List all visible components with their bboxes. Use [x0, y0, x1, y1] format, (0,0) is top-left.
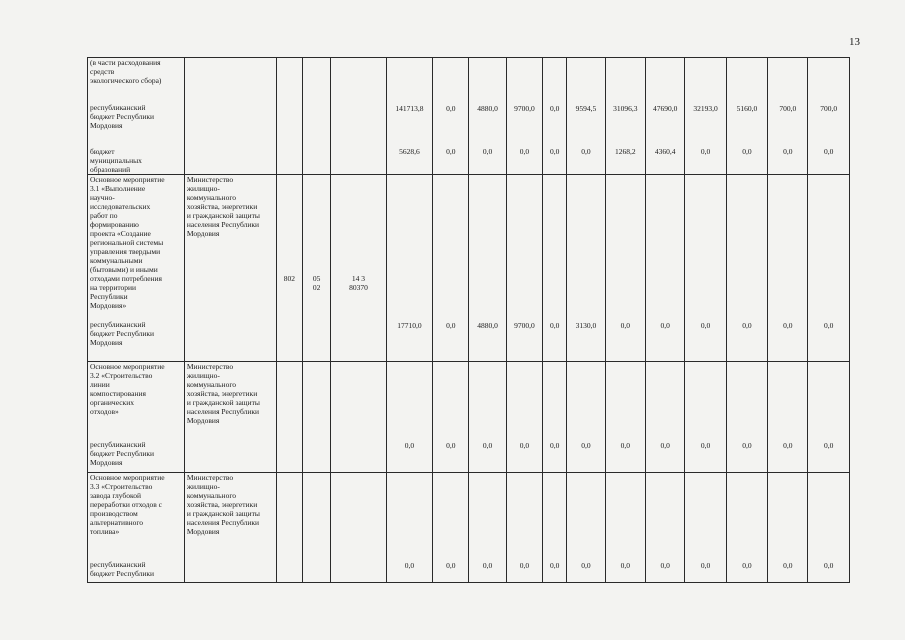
- table-body: [88, 58, 850, 583]
- value-cell: [646, 175, 685, 362]
- budget-value: 0,0: [519, 147, 530, 156]
- budget-value: 0,0: [700, 320, 711, 330]
- value-cell: [386, 58, 432, 175]
- grbs-code-cell: [276, 473, 302, 583]
- budget-value: 0,0: [482, 440, 493, 450]
- value-cell: [543, 58, 567, 175]
- csr-code-cell: [331, 58, 387, 175]
- budget-value: 0,0: [446, 147, 456, 156]
- value-cell: [543, 362, 567, 473]
- budget-value: 0,0: [519, 440, 530, 450]
- budget-value: 0,0: [581, 147, 591, 156]
- budget-value: 0,0: [550, 440, 560, 450]
- budget-value: 0,0: [550, 560, 560, 570]
- budget-value: 0,0: [482, 147, 493, 156]
- value-cell: [469, 362, 506, 473]
- csr-code-cell: [331, 175, 387, 362]
- grbs-code-cell: [276, 58, 302, 175]
- value-cell: [469, 473, 506, 583]
- measure-name: Основное мероприятие 3.1 «Выполнение научно- исследовательских работ по формированию проекта «Создание региональной системы управления твердыми коммунальными (бытовыми) и иными отходами потребления на территории Республики Мордовия»: [90, 175, 165, 310]
- value-cell: [646, 362, 685, 473]
- measure-name: (в части расходования средств экологического сбора): [90, 58, 162, 85]
- executor-cell: [184, 175, 276, 362]
- table-row: [88, 473, 850, 583]
- budget-value: 4880,0: [477, 320, 498, 330]
- budget-value: 0,0: [742, 560, 752, 570]
- budget-value: 9700,0: [514, 320, 535, 330]
- csr-code-cell: [331, 362, 387, 473]
- budget-value: 0,0: [824, 440, 834, 450]
- budget-value: 0,0: [581, 440, 591, 450]
- budget-value: 0,0: [783, 147, 793, 156]
- budget-table: [87, 57, 850, 583]
- budget-value: 47690,0: [653, 103, 678, 113]
- grbs-code-cell: [276, 175, 302, 362]
- budget-value: 31096,3: [613, 103, 638, 113]
- value-cell: [768, 473, 808, 583]
- measure-name-cell: [88, 473, 185, 583]
- budget-value: 700,0: [820, 103, 838, 113]
- value-cell: [567, 58, 605, 175]
- budget-value: 0,0: [620, 560, 631, 570]
- budget-value: 0,0: [446, 103, 456, 113]
- value-cell: [567, 175, 605, 362]
- measure-name-cell: [88, 58, 185, 175]
- budget-value: 4880,0: [477, 103, 498, 113]
- value-cell: [386, 473, 432, 583]
- value-cell: [605, 175, 645, 362]
- budget-value: 0,0: [660, 440, 670, 450]
- budget-value: 0,0: [620, 440, 631, 450]
- rzpr-code-cell: [302, 58, 330, 175]
- funding-source-label: республиканский бюджет Республики: [90, 560, 155, 578]
- measure-name-cell: [88, 362, 185, 473]
- value-cell: [433, 473, 469, 583]
- funding-source-label: республиканский бюджет Республики Мордовия: [90, 440, 155, 467]
- budget-value: 3130,0: [575, 320, 597, 330]
- value-cell: [386, 362, 432, 473]
- value-cell: [808, 362, 850, 473]
- value-cell: [685, 175, 726, 362]
- value-cell: [433, 175, 469, 362]
- table-row: [88, 58, 850, 175]
- value-cell: [808, 473, 850, 583]
- value-cell: [646, 58, 685, 175]
- value-cell: [506, 362, 542, 473]
- value-cell: [605, 58, 645, 175]
- value-cell: [685, 362, 726, 473]
- budget-value: 0,0: [550, 320, 560, 330]
- budget-value: 0,0: [404, 440, 415, 450]
- budget-value: 0,0: [742, 440, 752, 450]
- value-cell: [808, 58, 850, 175]
- budget-value: 9594,5: [575, 103, 597, 113]
- rzpr-code: 05 02: [312, 274, 321, 292]
- value-cell: [469, 58, 506, 175]
- budget-value: 0,0: [519, 560, 530, 570]
- executor-name: Министерство жилищно- коммунального хозяйства, энергетики и гражданской защиты населения Республики Мордовия: [186, 473, 260, 536]
- budget-value: 5160,0: [736, 103, 758, 113]
- budget-value: 0,0: [742, 147, 752, 156]
- value-cell: [685, 473, 726, 583]
- grbs-code-cell: [276, 362, 302, 473]
- value-cell: [605, 473, 645, 583]
- value-cell: [567, 362, 605, 473]
- budget-value: 0,0: [550, 103, 560, 113]
- value-cell: [433, 362, 469, 473]
- budget-value: 0,0: [824, 147, 834, 156]
- value-cell: [646, 473, 685, 583]
- page-number: 13: [849, 36, 860, 48]
- value-cell: [726, 58, 767, 175]
- budget-value: 0,0: [783, 440, 793, 450]
- value-cell: [808, 175, 850, 362]
- budget-value: 0,0: [824, 560, 834, 570]
- executor-name: Министерство жилищно- коммунального хозяйства, энергетики и гражданской защиты населения Республики Мордовия: [186, 175, 260, 238]
- budget-value: 0,0: [446, 560, 456, 570]
- budget-value: 32193,0: [693, 103, 718, 113]
- value-cell: [768, 362, 808, 473]
- budget-value: 0,0: [783, 320, 793, 330]
- measure-name: Основное мероприятие 3.3 «Строительство завода глубокой переработки отходов с производством альтернативного топлива»: [90, 473, 165, 536]
- table-row: [88, 175, 850, 362]
- value-cell: [605, 362, 645, 473]
- value-cell: [469, 175, 506, 362]
- budget-value: 1268,2: [615, 147, 636, 156]
- value-cell: [506, 58, 542, 175]
- funding-source-label: республиканский бюджет Республики Мордовия: [90, 103, 155, 130]
- rzpr-code-cell: [302, 175, 330, 362]
- value-cell: [685, 58, 726, 175]
- budget-value: 0,0: [620, 320, 631, 330]
- budget-value: 4360,4: [654, 147, 676, 156]
- value-cell: [726, 362, 767, 473]
- budget-value: 0,0: [660, 560, 670, 570]
- budget-value: 0,0: [783, 560, 793, 570]
- funding-source-label: бюджет муниципальных образований: [90, 147, 142, 174]
- budget-value: 0,0: [581, 560, 591, 570]
- budget-value: 0,0: [660, 320, 670, 330]
- measure-name: Основное мероприятие 3.2 «Строительство линии компостирования органических отходов»: [90, 362, 165, 416]
- funding-source-label: республиканский бюджет Республики Мордовия: [90, 320, 155, 347]
- budget-value: 0,0: [404, 560, 415, 570]
- rzpr-code-cell: [302, 473, 330, 583]
- budget-value: 0,0: [446, 320, 456, 330]
- budget-value: 5628,6: [399, 147, 420, 156]
- budget-value: 9700,0: [514, 103, 535, 113]
- value-cell: [506, 175, 542, 362]
- value-cell: [386, 175, 432, 362]
- value-cell: [433, 58, 469, 175]
- budget-value: 17710,0: [397, 320, 422, 330]
- budget-value: 141713,8: [395, 103, 424, 113]
- budget-value: 0,0: [700, 560, 711, 570]
- table-row: [88, 362, 850, 473]
- executor-cell: [184, 58, 276, 175]
- value-cell: [768, 175, 808, 362]
- value-cell: [543, 175, 567, 362]
- budget-value: 700,0: [779, 103, 797, 113]
- csr-code: 14 3 80370: [349, 274, 368, 292]
- rzpr-code-cell: [302, 362, 330, 473]
- executor-name: Министерство жилищно- коммунального хозяйства, энергетики и гражданской защиты населения Республики Мордовия: [186, 362, 260, 425]
- budget-value: 0,0: [446, 440, 456, 450]
- csr-code-cell: [331, 473, 387, 583]
- value-cell: [506, 473, 542, 583]
- value-cell: [543, 473, 567, 583]
- measure-name-cell: [88, 175, 185, 362]
- grbs-code: 802: [283, 274, 295, 283]
- budget-value: 0,0: [482, 560, 493, 570]
- budget-value: 0,0: [742, 320, 752, 330]
- budget-value: 0,0: [700, 147, 711, 156]
- value-cell: [726, 473, 767, 583]
- value-cell: [768, 58, 808, 175]
- budget-value: 0,0: [824, 320, 834, 330]
- budget-value: 0,0: [700, 440, 711, 450]
- budget-value: 0,0: [550, 147, 560, 156]
- value-cell: [567, 473, 605, 583]
- executor-cell: [184, 362, 276, 473]
- executor-cell: [184, 473, 276, 583]
- value-cell: [726, 175, 767, 362]
